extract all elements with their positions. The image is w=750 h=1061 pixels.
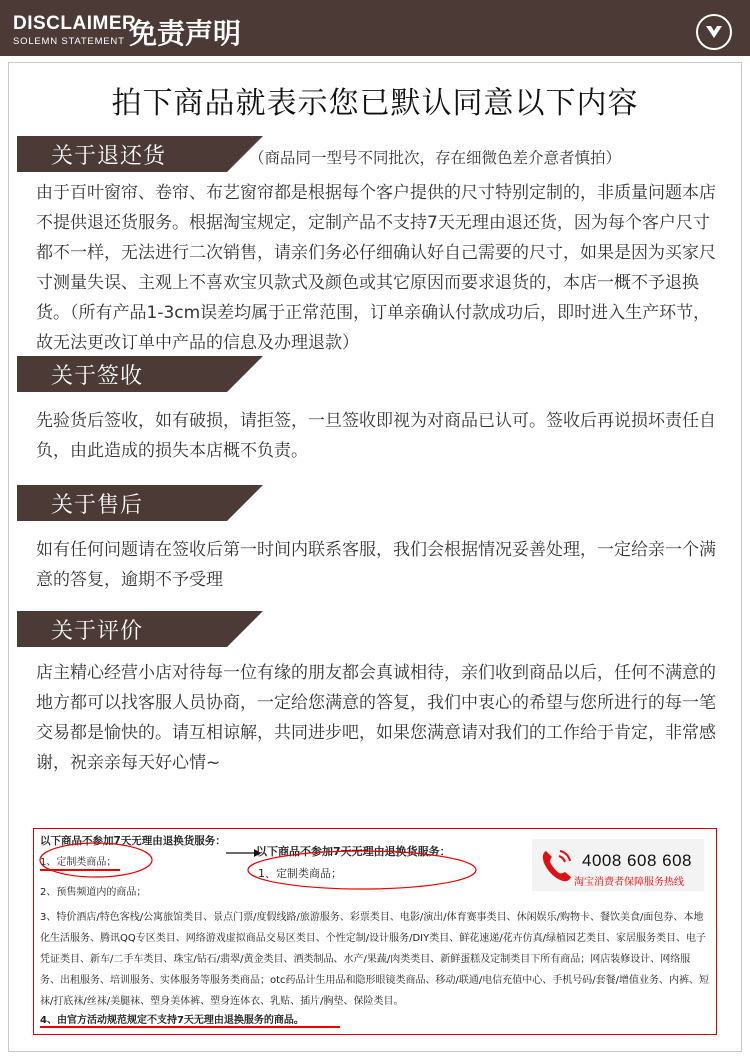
red-underline [40,1026,340,1028]
policy-item-1: 1、定制类商品； [40,857,117,868]
sign-body: 先验货后签收，如有破损，请拒签，一旦签收即视为对商品已认可。签收后再说损坏责任自负，由此造成的损失本店概不负责。 [36,411,716,461]
section-header-returns [17,136,737,172]
chevron-down-circle-icon [696,14,732,50]
review-body: 店主精心经营小店对待每一位有缘的朋友都会真诚相待，亲们收到商品以后，任何不满意的地方都可以找客服人员协商，一定给您满意的答复，我们中衷心的希望与您所进行的每一笔交易都是愉快的。请互相谅解，共同进步吧，如果您满意请对我们的工作给于肯定，非常感谢，祝亲亲每天好心情~ [36,663,716,773]
policy-item-4: 4、由官方活动规范规定不支持7天无理由退换服务的商品。 [40,1015,304,1026]
section-label-returns: 关于退还货 [51,144,167,169]
hotline-number: 4008 608 608 [582,851,692,870]
red-circle-annotation [38,841,154,879]
section-label-review: 关于评价 [51,619,144,644]
phone-icon [538,845,576,885]
policy-item-3: 3、特价酒店/特色客栈/公寓旅馆类目、景点门票/度假线路/旅游服务、彩票类目、电影/演出/体育赛事类目、休闲娱乐/购物卡、餐饮美食/面包券、本地化生活服务、腾讯QQ专区类目、网络游戏虚拟商品交易区类目、个性定制/设计服务/DIY类目、鲜花速递/花卉仿真/绿植园艺类目、家居服务类目、电子凭证类目、新车/二手车类目、珠宝/钻石/翡翠/黄金类目、酒类制品、水产/果蔬/肉类类目、新鲜蛋糕及定制类目下所有商品；网店装修设计、网络服务、出租服务、培训服务、实体服务等服务类商品；otc药品计生用品和隐形眼镜类商品、移动/联通/电信充值中心、手机号码/套餐/增值业务、内裤、短袜/打底袜/丝袜/美腿袜、塑身美体裤、塑身连体衣、乳贴、插片/胸垫、保险类目。 [40,912,710,1007]
section-header-review [17,611,277,647]
returns-body: 由于百叶窗帘、卷帘、布艺窗帘都是根据每个客户提供的尺寸特别定制的，非质量问题本店不提供退还货服务。根据淘宝规定，定制产品不支持7天无理由退还货，因为每个客户尺寸都不一样，无法进行二次销售，请亲们务必仔细确认好自己需要的尺寸，如果是因为买家尺寸测量失误、主观上不喜欢宝贝款式及颜色或其它原因而要求退货的，本店一概不予退换货。（所有产品1-3cm误差均属于正常范围，订单亲确认付款成功后，即时进入生产环节，故无法更改订单中产品的信息及办理退款） [36,183,716,353]
callout-title: 以下商品不参加7天无理由退换货服务： [256,845,451,858]
header-en-subtitle: SOLEMN STATEMENT [13,36,125,47]
policy-box [33,828,717,1035]
header-cn-title: 免责声明 [129,17,242,50]
after-sale-body: 如有任何问题请在签收后第一时间内联系客服，我们会根据情况妥善处理，一定给亲一个满意的答复，逾期不予受理 [36,540,716,590]
hotline-badge [532,839,704,891]
policy-heading: 以下商品不参加7天无理由退换货服务： [40,835,226,847]
policy-item-2: 2、预售频道内的商品； [40,887,147,898]
hotline-caption: 淘宝消费者保障服务热线 [574,877,684,888]
red-circle-annotation [244,849,480,891]
header-en-title: DISCLAIMER [13,13,137,34]
section-band-tip [227,356,263,392]
section-header-after-sale [17,485,277,521]
section-header-sign [17,356,277,392]
section-label-sign: 关于签收 [51,364,144,389]
page-title: 拍下商品就表示您已默认同意以下内容 [111,86,639,121]
section-band-tip [227,611,263,647]
section-label-after-sale: 关于售后 [51,493,144,518]
callout-item: 1、定制类商品； [258,867,342,880]
header-bar [0,0,750,56]
section-note-returns: （商品同一型号不同批次，存在细微色差介意者慎拍） [249,149,622,167]
section-band-tip [227,485,263,521]
